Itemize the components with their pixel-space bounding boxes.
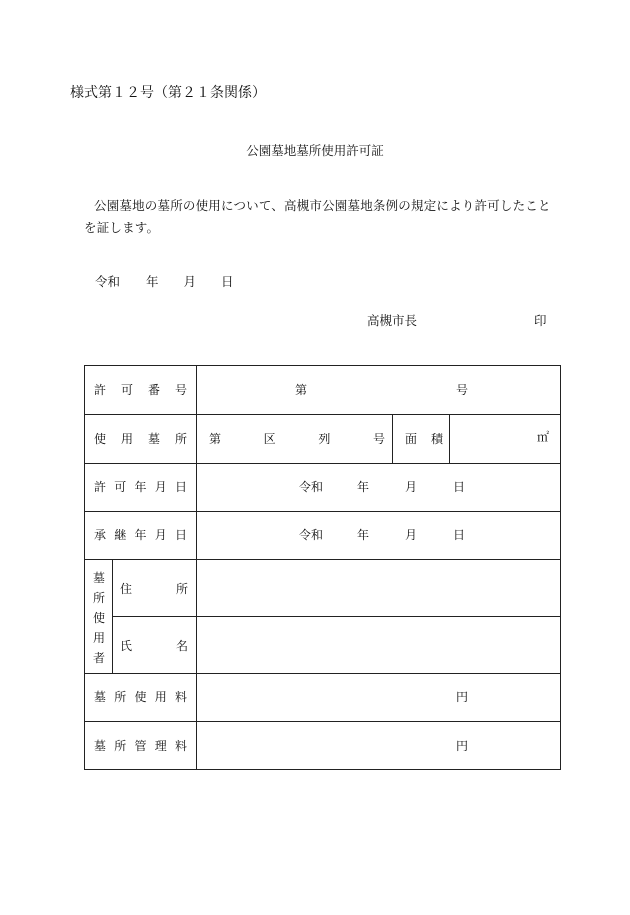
permit-date-year: 年	[357, 480, 370, 494]
permit-table	[84, 365, 561, 770]
permit-date-day: 日	[453, 480, 466, 494]
issue-date-year: 年	[146, 274, 159, 289]
permit-number-suffix: 号	[456, 383, 469, 397]
document-title: 公園墓地墓所使用許可証	[246, 143, 384, 158]
issue-date-line	[95, 272, 234, 290]
management-fee-label: 墓 所 管 理 料	[94, 739, 187, 753]
usage-fee-unit: 円	[456, 690, 469, 704]
succession-date-year: 年	[357, 528, 370, 542]
address-label: 住 所	[120, 582, 188, 596]
plot-user-group-label: 墓 所 使 用 者	[92, 571, 105, 665]
permit-date-era: 令和	[299, 480, 324, 494]
seal-mark: 印	[534, 313, 547, 328]
issue-date-month: 月	[183, 274, 197, 289]
permit-number-prefix: 第	[295, 383, 308, 397]
issue-date-day: 日	[221, 274, 234, 289]
permit-date-label: 許 可 年 月 日	[94, 480, 187, 494]
issue-date-era: 令和	[95, 274, 121, 289]
plot-location-fields	[209, 432, 385, 446]
plot-label: 使 用 墓 所	[94, 432, 187, 446]
succession-date-day: 日	[453, 528, 466, 542]
succession-date-month: 月	[405, 528, 418, 542]
management-fee-unit: 円	[456, 739, 469, 753]
form-number: 様式第１２号（第２１条関係）	[70, 85, 266, 101]
issuer-name: 高槻市長	[367, 313, 418, 328]
plot-ward: 区	[263, 432, 276, 446]
usage-fee-label: 墓 所 使 用 料	[94, 690, 187, 704]
certification-statement: 公園墓地の墓所の使用について、高槻市公園墓地条例の規定により許可したことを証します。	[84, 198, 551, 235]
name-label: 氏 名	[120, 639, 188, 653]
succession-date-label: 承 継 年 月 日	[94, 528, 187, 542]
permit-number-label: 許 可 番 号	[94, 383, 187, 397]
area-label: 面 積	[405, 432, 443, 446]
plot-number: 号	[372, 432, 385, 446]
plot-row: 列	[318, 432, 331, 446]
plot-section-prefix: 第	[209, 432, 222, 446]
permit-date-month: 月	[405, 480, 418, 494]
area-unit: ㎡	[537, 430, 550, 444]
succession-date-era: 令和	[299, 528, 324, 542]
